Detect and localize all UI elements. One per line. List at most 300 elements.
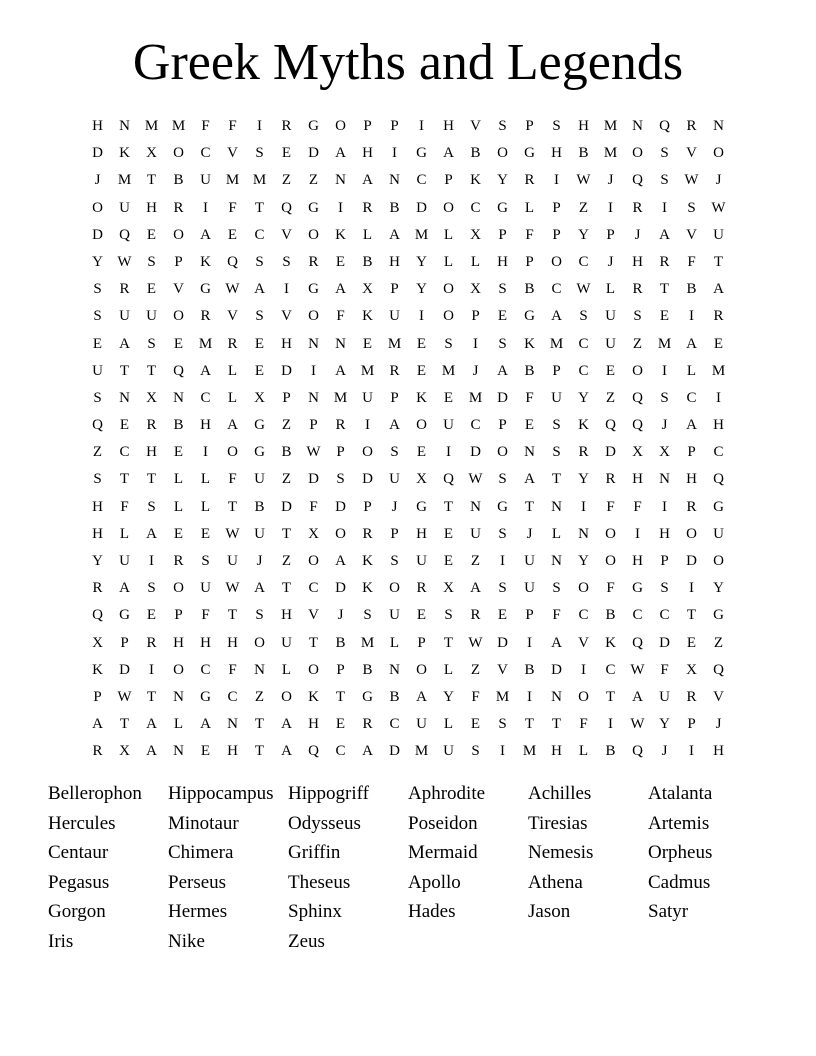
grid-letter: E bbox=[281, 145, 292, 162]
grid-letter: G bbox=[308, 118, 319, 134]
grid-letter: R bbox=[362, 199, 373, 216]
grid-letter: G bbox=[308, 199, 319, 216]
grid-letter: A bbox=[416, 688, 427, 705]
grid-letter: L bbox=[173, 471, 184, 488]
grid-letter: I bbox=[527, 688, 532, 705]
grid-letter: V bbox=[686, 145, 697, 162]
grid-letter: U bbox=[524, 580, 535, 597]
grid-letter: B bbox=[362, 253, 373, 270]
grid-letter: S bbox=[390, 553, 399, 569]
grid-row bbox=[84, 439, 732, 466]
word-list-item: Poseidon bbox=[408, 812, 478, 834]
grid-letter: F bbox=[633, 498, 642, 515]
grid-letter: T bbox=[119, 362, 130, 379]
word-list-item: Griffin bbox=[288, 842, 341, 864]
grid-letter: H bbox=[92, 498, 103, 515]
grid-letter: W bbox=[630, 716, 645, 733]
grid-letter: O bbox=[416, 661, 427, 678]
grid-letter: E bbox=[416, 607, 427, 624]
grid-letter: I bbox=[203, 199, 208, 216]
grid-letter: R bbox=[686, 688, 697, 705]
grid-letter: G bbox=[524, 145, 535, 162]
grid-letter: M bbox=[171, 118, 186, 134]
word-list-item: Perseus bbox=[168, 871, 227, 893]
grid-letter: S bbox=[93, 281, 102, 298]
grid-letter: Q bbox=[632, 634, 643, 651]
grid-letter: S bbox=[363, 607, 372, 624]
grid-letter: I bbox=[365, 417, 370, 434]
grid-letter: L bbox=[470, 253, 481, 270]
grid-letter: I bbox=[608, 716, 613, 733]
grid-letter: R bbox=[632, 199, 643, 216]
grid-letter: Z bbox=[470, 553, 481, 569]
grid-letter: Q bbox=[632, 743, 643, 760]
grid-letter: I bbox=[203, 444, 208, 461]
grid-letter: B bbox=[173, 172, 184, 189]
grid-letter: Y bbox=[578, 389, 589, 406]
grid-letter: A bbox=[713, 281, 724, 298]
word-list-item: Artemis bbox=[648, 812, 710, 834]
grid-letter: P bbox=[363, 118, 372, 134]
grid-letter: Z bbox=[254, 688, 265, 705]
grid-letter: O bbox=[551, 253, 562, 270]
grid-letter: F bbox=[228, 199, 237, 216]
grid-letter: Z bbox=[281, 172, 292, 189]
grid-letter: D bbox=[308, 145, 319, 162]
grid-letter: U bbox=[713, 226, 724, 243]
grid-letter: C bbox=[200, 145, 211, 162]
grid-letter: G bbox=[713, 607, 724, 624]
grid-letter: Z bbox=[281, 553, 292, 569]
grid-letter: J bbox=[391, 498, 398, 515]
grid-letter: L bbox=[281, 661, 292, 678]
grid-letter: O bbox=[497, 444, 508, 461]
word-list-item: Odysseus bbox=[288, 812, 361, 834]
grid-letter: O bbox=[578, 688, 589, 705]
grid-letter: V bbox=[281, 226, 292, 243]
grid-letter: B bbox=[524, 661, 535, 678]
grid-letter: U bbox=[443, 417, 454, 434]
grid-letter: C bbox=[227, 688, 238, 705]
grid-letter: B bbox=[389, 199, 400, 216]
grid-letter: J bbox=[634, 226, 641, 243]
grid-letter: P bbox=[444, 172, 453, 189]
grid-letter: M bbox=[468, 389, 483, 406]
grid-letter: H bbox=[713, 743, 724, 760]
grid-row bbox=[84, 738, 732, 765]
grid-letter: D bbox=[92, 145, 103, 162]
grid-letter: C bbox=[659, 607, 670, 624]
grid-letter: Z bbox=[281, 471, 292, 488]
grid-letter: W bbox=[468, 471, 483, 488]
grid-letter: Y bbox=[92, 553, 103, 569]
grid-letter: L bbox=[443, 253, 454, 270]
grid-letter: Y bbox=[497, 172, 508, 189]
grid-letter: H bbox=[173, 634, 184, 651]
grid-letter: S bbox=[147, 253, 156, 270]
grid-letter: T bbox=[146, 471, 157, 488]
grid-row bbox=[84, 276, 732, 303]
grid-letter: B bbox=[686, 281, 697, 298]
grid-letter: D bbox=[470, 444, 481, 461]
grid-letter: F bbox=[579, 716, 588, 733]
grid-letter: I bbox=[662, 498, 667, 515]
grid-letter: P bbox=[390, 389, 399, 406]
grid-letter: D bbox=[281, 498, 292, 515]
grid-letter: B bbox=[389, 688, 400, 705]
grid-letter: L bbox=[443, 716, 454, 733]
grid-letter: Q bbox=[308, 743, 319, 760]
grid-letter: E bbox=[173, 525, 184, 542]
word-list-item: Jason bbox=[528, 901, 571, 923]
grid-letter: N bbox=[173, 743, 184, 760]
grid-letter: J bbox=[337, 607, 344, 624]
word-list-item: Theseus bbox=[288, 871, 351, 893]
grid-letter: R bbox=[578, 444, 589, 461]
grid-letter: X bbox=[146, 145, 157, 162]
grid-letter: R bbox=[524, 172, 535, 189]
grid-letter: B bbox=[362, 661, 373, 678]
grid-letter: C bbox=[578, 607, 589, 624]
grid-letter: Z bbox=[470, 661, 481, 678]
word-list-item: Hades bbox=[408, 901, 456, 923]
grid-letter: U bbox=[254, 471, 265, 488]
grid-letter: P bbox=[687, 444, 696, 461]
grid-letter: A bbox=[362, 743, 373, 760]
grid-letter: P bbox=[390, 118, 399, 134]
grid-letter: O bbox=[173, 226, 184, 243]
grid-row bbox=[84, 548, 732, 575]
grid-letter: A bbox=[659, 226, 670, 243]
word-list-item: Hippogriff bbox=[288, 783, 369, 804]
grid-letter: M bbox=[414, 226, 429, 243]
grid-letter: Q bbox=[443, 471, 454, 488]
grid-row bbox=[84, 684, 732, 711]
grid-letter: S bbox=[147, 335, 156, 352]
grid-letter: A bbox=[254, 580, 265, 597]
grid-letter: Y bbox=[92, 253, 103, 270]
grid-letter: J bbox=[661, 417, 668, 434]
grid-letter: R bbox=[281, 118, 292, 134]
grid-letter: S bbox=[390, 444, 399, 461]
grid-letter: M bbox=[360, 634, 375, 651]
grid-letter: G bbox=[254, 417, 265, 434]
grid-letter: F bbox=[552, 607, 561, 624]
grid-letter: W bbox=[225, 281, 240, 298]
grid-letter: M bbox=[549, 335, 564, 352]
grid-row bbox=[84, 466, 732, 493]
grid-letter: I bbox=[527, 634, 532, 651]
grid-letter: P bbox=[552, 199, 561, 216]
grid-letter: A bbox=[470, 580, 481, 597]
grid-letter: G bbox=[362, 688, 373, 705]
grid-letter: I bbox=[554, 172, 559, 189]
grid-letter: S bbox=[660, 145, 669, 162]
grid-letter: J bbox=[256, 553, 263, 569]
grid-letter: C bbox=[308, 580, 319, 597]
grid-letter: N bbox=[308, 389, 319, 406]
letter-grid bbox=[84, 113, 732, 766]
grid-letter: U bbox=[416, 553, 427, 569]
grid-letter: E bbox=[362, 335, 373, 352]
grid-letter: N bbox=[254, 661, 265, 678]
word-list-item: Gorgon bbox=[48, 901, 106, 923]
grid-letter: Q bbox=[632, 417, 643, 434]
grid-letter: G bbox=[497, 199, 508, 216]
grid-letter: O bbox=[443, 281, 454, 298]
grid-letter: A bbox=[146, 716, 157, 733]
grid-letter: G bbox=[497, 498, 508, 515]
grid-letter: Q bbox=[713, 661, 724, 678]
grid-letter: A bbox=[200, 716, 211, 733]
grid-letter: D bbox=[551, 661, 562, 678]
grid-letter: R bbox=[605, 471, 616, 488]
word-list-item: Atalanta bbox=[648, 783, 713, 804]
grid-letter: X bbox=[632, 444, 643, 461]
grid-letter: H bbox=[632, 553, 643, 569]
grid-letter: A bbox=[335, 145, 346, 162]
grid-letter: L bbox=[578, 743, 589, 760]
grid-row bbox=[84, 602, 732, 629]
grid-letter: G bbox=[524, 308, 535, 325]
grid-letter: A bbox=[227, 417, 238, 434]
grid-letter: I bbox=[419, 118, 424, 134]
grid-letter: C bbox=[578, 335, 589, 352]
grid-letter: D bbox=[605, 444, 616, 461]
grid-letter: N bbox=[389, 661, 400, 678]
grid-letter: T bbox=[686, 607, 697, 624]
grid-letter: A bbox=[686, 335, 697, 352]
grid-letter: H bbox=[146, 199, 157, 216]
grid-letter: R bbox=[146, 417, 157, 434]
grid-letter: F bbox=[228, 661, 237, 678]
grid-letter: D bbox=[497, 634, 508, 651]
grid-letter: M bbox=[198, 335, 213, 352]
grid-letter: T bbox=[146, 688, 157, 705]
grid-letter: X bbox=[659, 444, 670, 461]
grid-letter: I bbox=[419, 308, 424, 325]
grid-letter: S bbox=[687, 199, 696, 216]
grid-letter: Y bbox=[578, 226, 589, 243]
grid-letter: T bbox=[551, 716, 562, 733]
grid-letter: E bbox=[92, 335, 103, 352]
word-list-item: Sphinx bbox=[288, 901, 342, 923]
grid-letter: H bbox=[200, 634, 211, 651]
grid-letter: C bbox=[470, 417, 481, 434]
grid-letter: E bbox=[443, 525, 454, 542]
grid-letter: U bbox=[416, 716, 427, 733]
grid-letter: T bbox=[254, 199, 265, 216]
word-list-item: Hermes bbox=[168, 901, 228, 923]
grid-letter: U bbox=[200, 580, 211, 597]
grid-letter: P bbox=[93, 688, 102, 705]
grid-letter: E bbox=[335, 253, 346, 270]
grid-letter: W bbox=[306, 444, 321, 461]
grid-letter: U bbox=[551, 389, 562, 406]
grid-letter: G bbox=[416, 498, 427, 515]
grid-letter: Q bbox=[632, 172, 643, 189]
grid-letter: L bbox=[443, 661, 454, 678]
grid-row bbox=[84, 249, 732, 276]
grid-letter: W bbox=[711, 199, 726, 216]
grid-letter: A bbox=[335, 553, 346, 569]
grid-letter: T bbox=[335, 688, 346, 705]
grid-letter: A bbox=[362, 172, 373, 189]
grid-letter: P bbox=[390, 525, 399, 542]
grid-letter: A bbox=[92, 716, 103, 733]
grid-letter: T bbox=[254, 743, 265, 760]
grid-letter: N bbox=[119, 118, 130, 134]
word-list-item: Cadmus bbox=[648, 871, 711, 893]
grid-letter: Y bbox=[578, 553, 589, 569]
grid-letter: M bbox=[360, 362, 375, 379]
grid-letter: I bbox=[392, 145, 397, 162]
grid-letter: D bbox=[686, 553, 697, 569]
grid-letter: M bbox=[603, 118, 618, 134]
grid-letter: J bbox=[715, 172, 722, 189]
grid-letter: O bbox=[605, 525, 616, 542]
grid-letter: L bbox=[524, 199, 535, 216]
grid-letter: R bbox=[92, 580, 103, 597]
grid-letter: F bbox=[201, 607, 210, 624]
grid-letter: E bbox=[713, 335, 724, 352]
grid-letter: C bbox=[254, 226, 265, 243]
grid-letter: U bbox=[146, 308, 157, 325]
grid-letter: S bbox=[498, 471, 507, 488]
word-list bbox=[48, 779, 768, 957]
grid-letter: O bbox=[335, 525, 346, 542]
grid-letter: H bbox=[200, 417, 211, 434]
grid-letter: K bbox=[362, 553, 373, 569]
grid-letter: O bbox=[308, 226, 319, 243]
grid-letter: B bbox=[173, 417, 184, 434]
grid-letter: F bbox=[606, 498, 615, 515]
grid-letter: H bbox=[92, 118, 103, 134]
grid-letter: R bbox=[362, 525, 373, 542]
grid-letter: O bbox=[713, 145, 724, 162]
grid-letter: D bbox=[389, 743, 400, 760]
grid-letter: U bbox=[119, 199, 130, 216]
grid-letter: G bbox=[416, 145, 427, 162]
grid-letter: D bbox=[659, 634, 670, 651]
grid-letter: M bbox=[414, 743, 429, 760]
grid-letter: R bbox=[389, 362, 400, 379]
grid-letter: L bbox=[389, 634, 400, 651]
grid-row bbox=[84, 385, 732, 412]
grid-letter: E bbox=[605, 362, 616, 379]
grid-row bbox=[84, 113, 732, 140]
word-list-item: Zeus bbox=[288, 930, 325, 952]
grid-letter: I bbox=[689, 580, 694, 597]
grid-letter: E bbox=[443, 553, 454, 569]
grid-letter: F bbox=[687, 253, 696, 270]
grid-letter: N bbox=[308, 335, 319, 352]
grid-letter: A bbox=[443, 145, 454, 162]
grid-letter: E bbox=[254, 335, 265, 352]
grid-letter: T bbox=[443, 498, 454, 515]
grid-letter: O bbox=[173, 145, 184, 162]
grid-letter: V bbox=[227, 308, 238, 325]
grid-letter: Q bbox=[632, 389, 643, 406]
grid-row bbox=[84, 657, 732, 684]
grid-letter: A bbox=[686, 417, 697, 434]
grid-letter: P bbox=[174, 253, 183, 270]
grid-letter: R bbox=[227, 335, 238, 352]
grid-letter: U bbox=[389, 471, 400, 488]
grid-letter: T bbox=[308, 634, 319, 651]
grid-letter: Y bbox=[659, 716, 670, 733]
grid-letter: U bbox=[119, 553, 130, 569]
grid-letter: C bbox=[119, 444, 130, 461]
grid-letter: K bbox=[524, 335, 535, 352]
grid-letter: A bbox=[389, 226, 400, 243]
grid-letter: T bbox=[119, 716, 130, 733]
grid-letter: A bbox=[254, 281, 265, 298]
grid-letter: M bbox=[333, 389, 348, 406]
grid-letter: K bbox=[578, 417, 589, 434]
grid-letter: C bbox=[470, 199, 481, 216]
grid-letter: X bbox=[308, 525, 319, 542]
grid-letter: Z bbox=[281, 417, 292, 434]
grid-letter: T bbox=[227, 498, 238, 515]
grid-letter: P bbox=[552, 362, 561, 379]
word-list-item: Bellerophon bbox=[48, 783, 142, 804]
grid-letter: P bbox=[417, 634, 426, 651]
grid-letter: Q bbox=[119, 226, 130, 243]
grid-letter: P bbox=[390, 281, 399, 298]
grid-letter: E bbox=[686, 634, 697, 651]
grid-letter: W bbox=[117, 253, 132, 270]
grid-letter: W bbox=[225, 580, 240, 597]
grid-letter: S bbox=[444, 607, 453, 624]
grid-letter: B bbox=[605, 743, 616, 760]
grid-letter: Q bbox=[281, 199, 292, 216]
word-list-item: Chimera bbox=[168, 842, 234, 864]
grid-letter: N bbox=[551, 688, 562, 705]
grid-letter: M bbox=[144, 118, 159, 134]
grid-letter: Q bbox=[92, 607, 103, 624]
grid-letter: R bbox=[686, 118, 697, 134]
grid-letter: B bbox=[254, 498, 265, 515]
grid-letter: A bbox=[119, 580, 130, 597]
grid-letter: V bbox=[281, 308, 292, 325]
grid-letter: T bbox=[281, 525, 292, 542]
grid-row bbox=[84, 494, 732, 521]
grid-letter: P bbox=[498, 226, 507, 243]
grid-letter: U bbox=[659, 688, 670, 705]
grid-letter: J bbox=[715, 716, 722, 733]
grid-letter: P bbox=[336, 661, 345, 678]
grid-letter: X bbox=[92, 634, 103, 651]
grid-letter: K bbox=[362, 308, 373, 325]
grid-letter: D bbox=[497, 389, 508, 406]
grid-letter: K bbox=[335, 226, 346, 243]
grid-row bbox=[84, 358, 732, 385]
grid-letter: F bbox=[228, 118, 237, 134]
grid-letter: E bbox=[659, 308, 670, 325]
grid-letter: Q bbox=[605, 417, 616, 434]
grid-letter: N bbox=[551, 498, 562, 515]
grid-letter: N bbox=[335, 172, 346, 189]
grid-letter: P bbox=[471, 308, 480, 325]
grid-letter: O bbox=[173, 580, 184, 597]
grid-row bbox=[84, 711, 732, 738]
grid-letter: I bbox=[635, 525, 640, 542]
grid-letter: Z bbox=[605, 389, 616, 406]
grid-letter: L bbox=[227, 389, 238, 406]
grid-letter: G bbox=[713, 498, 724, 515]
grid-letter: N bbox=[578, 525, 589, 542]
